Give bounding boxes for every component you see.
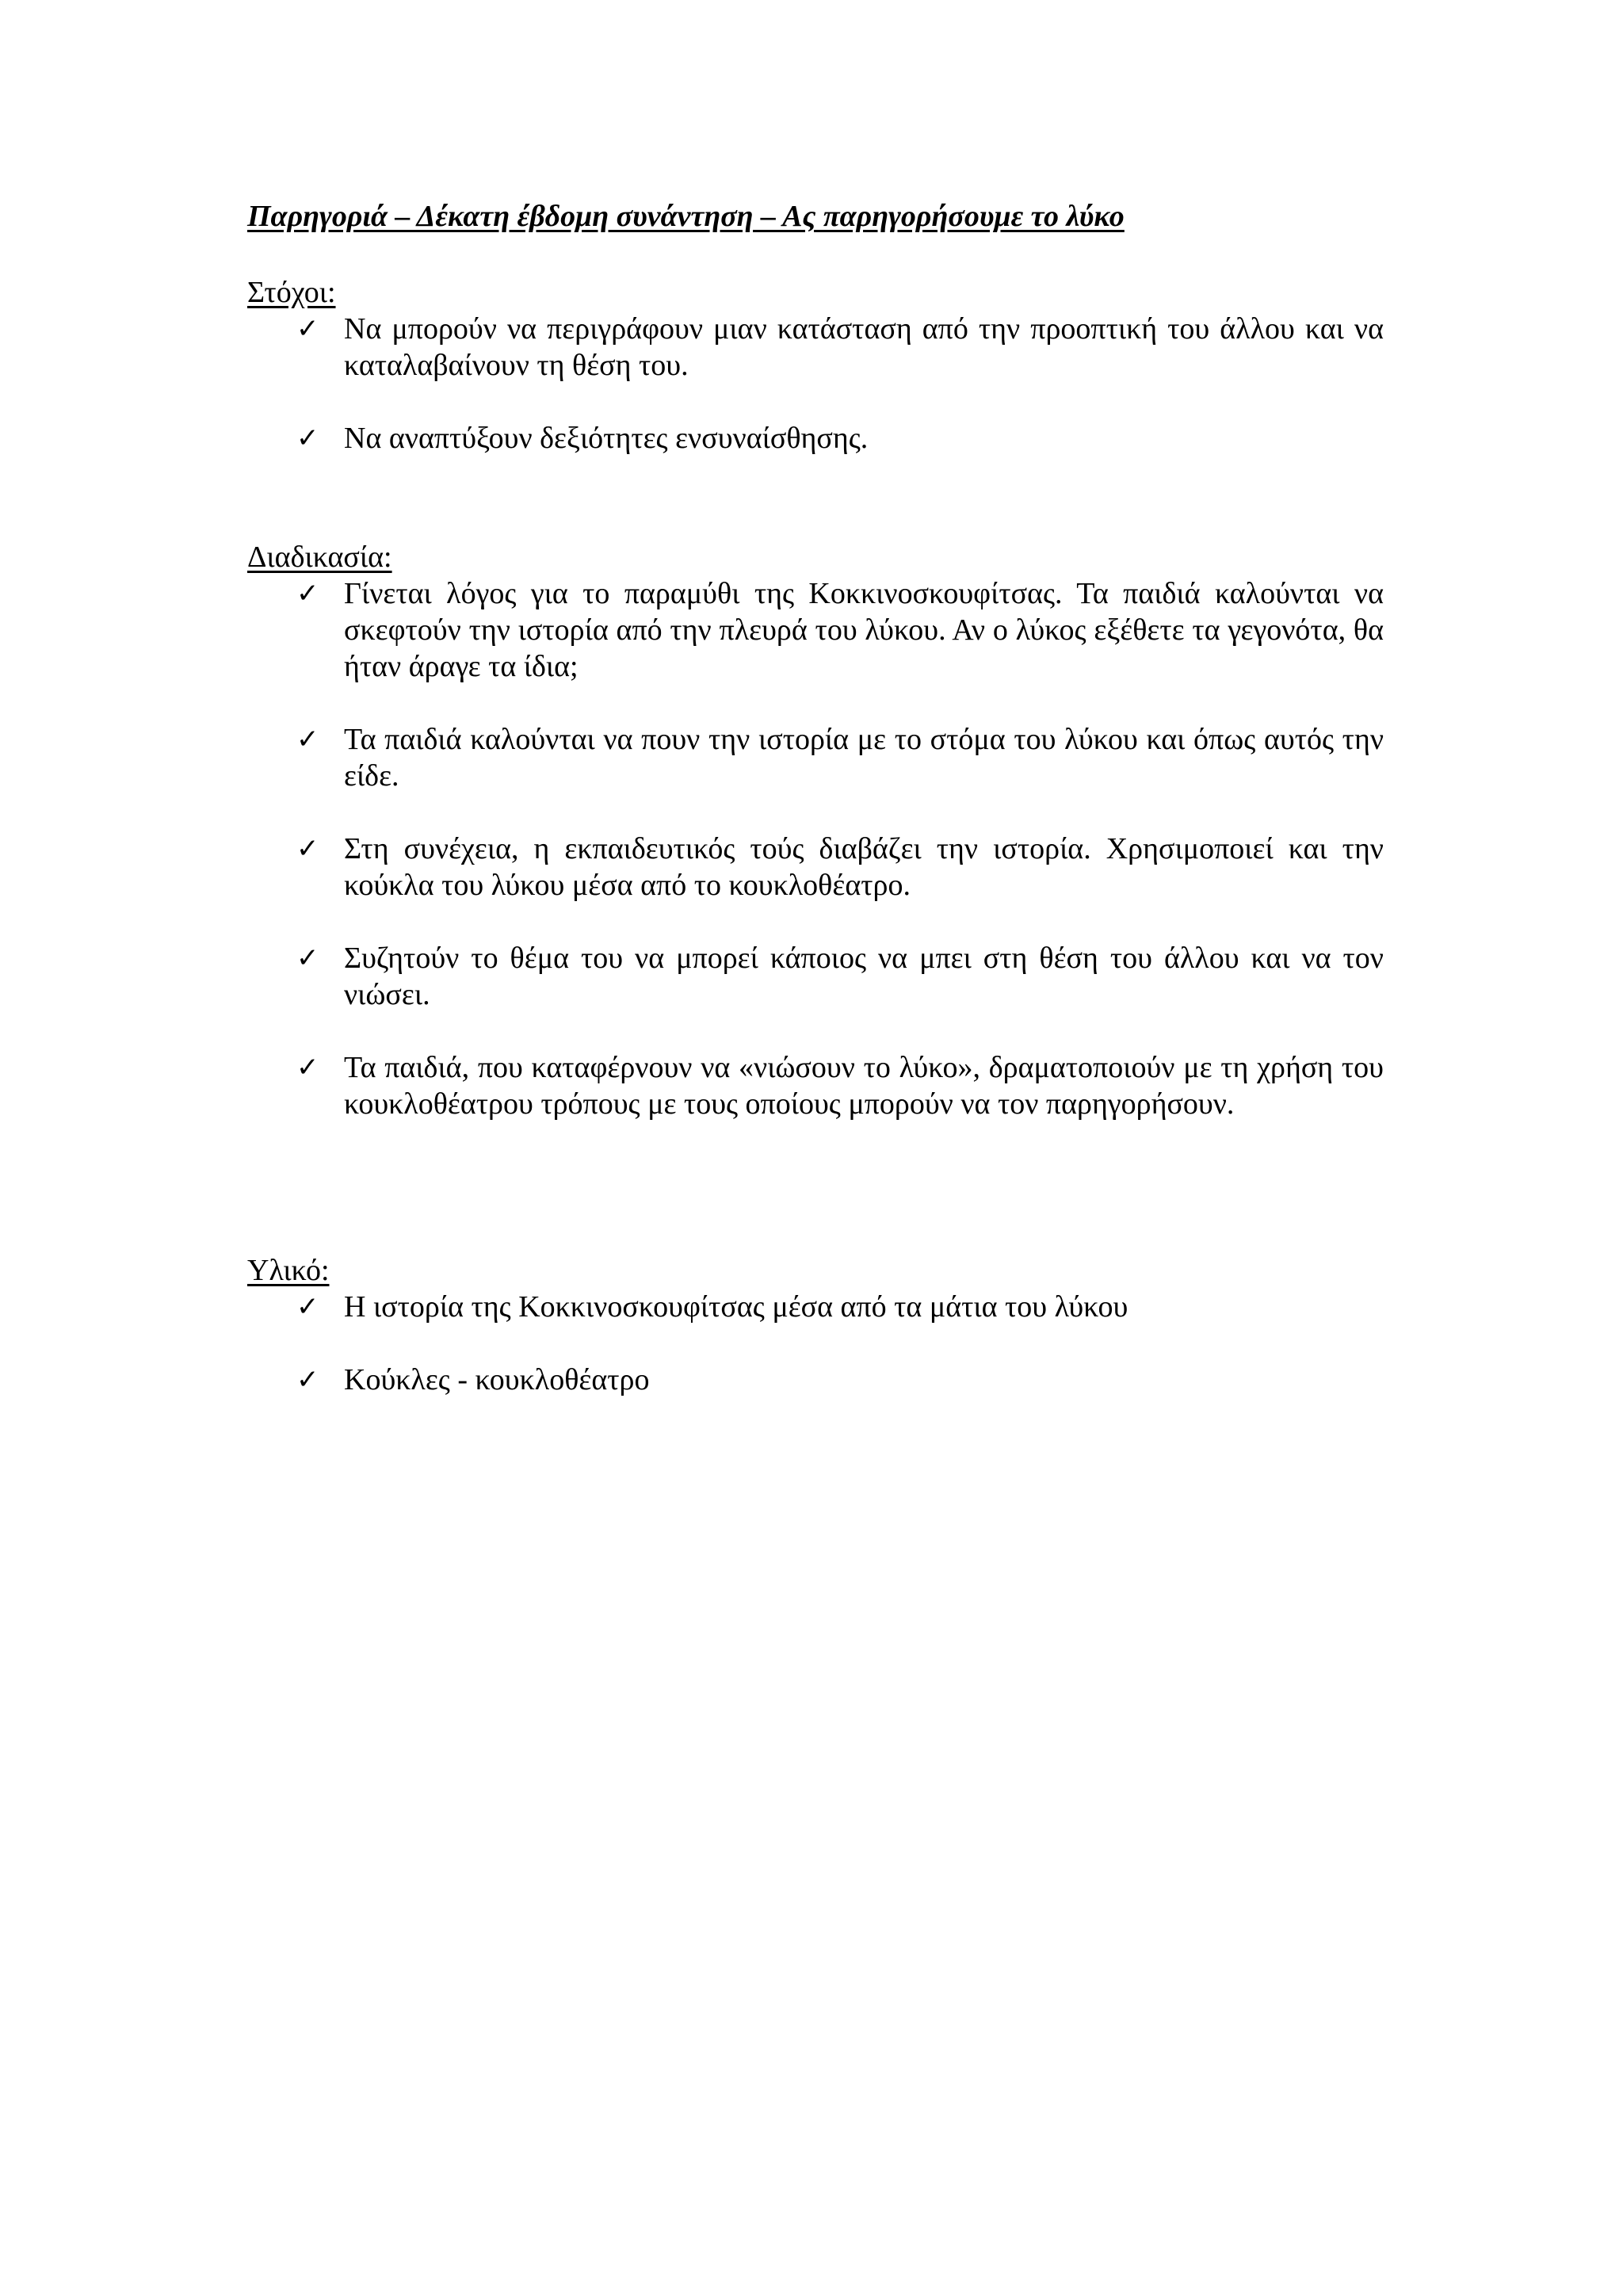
section-heading-goals: Στόχοι: [247, 276, 336, 309]
section-heading-process: Διαδικασία: [247, 541, 392, 574]
checkmark-icon: ✓ [296, 578, 319, 609]
list-item-text: Τα παιδιά, που καταφέρνουν να «νιώσουν το λύκο», δραματοποιούν με τη χρήση του κουκλοθέατρου τρόπους με τους οποίους μπορούν να τον παρηγορήσουν. [344, 1051, 1384, 1121]
list-item [247, 1289, 1384, 1325]
checkmark-icon: ✓ [296, 833, 319, 865]
list-item [247, 1362, 1384, 1398]
list-item-text: Να αναπτύξουν δεξιότητες ενσυναίσθησης. [344, 422, 869, 455]
goals-list [247, 311, 1384, 457]
section-heading-material: Υλικό: [247, 1254, 330, 1287]
section-material [247, 1252, 1384, 1398]
checkmark-icon: ✓ [296, 1052, 319, 1083]
checkmark-icon: ✓ [296, 313, 319, 345]
list-item [247, 1049, 1384, 1122]
checkmark-icon: ✓ [296, 724, 319, 755]
list-item [247, 721, 1384, 794]
list-item-text: Συζητούν το θέμα του να μπορεί κάποιος να μπει στη θέση του άλλου και να τον νιώσει. [344, 942, 1384, 1011]
checkmark-icon: ✓ [296, 1291, 319, 1323]
list-item [247, 940, 1384, 1013]
list-item-text: Γίνεται λόγος για το παραμύθι της Κοκκινοσκουφίτσας. Τα παιδιά καλούνται να σκεφτούν την ιστορία από την πλευρά του λύκου. Αν ο λύκος εξέθετε τα γεγονότα, θα ήταν άραγε τα ίδια; [344, 577, 1384, 683]
process-list [247, 575, 1384, 1122]
list-item-text: Να μπορούν να περιγράφουν μιαν κατάσταση από την προοπτική του άλλου και να καταλαβαίνουν τη θέση του. [344, 312, 1384, 382]
list-item-text: Η ιστορία της Κοκκινοσκουφίτσας μέσα από τα μάτια του λύκου [344, 1290, 1128, 1324]
checkmark-icon: ✓ [296, 942, 319, 974]
list-item-text: Τα παιδιά καλούνται να πουν την ιστορία με το στόμα του λύκου και όπως αυτός την είδε. [344, 723, 1384, 793]
list-item [247, 311, 1384, 384]
document-title: Παρηγοριά – Δέκατη έβδομη συνάντηση – Ας παρηγορήσουμε το λύκο [247, 200, 1125, 233]
section-process [247, 539, 1384, 1122]
list-item-text: Κούκλες - κουκλοθέατρο [344, 1363, 650, 1396]
list-item-text: Στη συνέχεια, η εκπαιδευτικός τούς διαβάζει την ιστορία. Χρησιμοποιεί και την κούκλα του λύκου μέσα από το κουκλοθέατρο. [344, 832, 1384, 902]
section-goals [247, 274, 1384, 457]
material-list [247, 1289, 1384, 1398]
list-item [247, 575, 1384, 685]
list-item [247, 831, 1384, 904]
checkmark-icon: ✓ [296, 1364, 319, 1396]
checkmark-icon: ✓ [296, 422, 319, 454]
list-item [247, 420, 1384, 457]
